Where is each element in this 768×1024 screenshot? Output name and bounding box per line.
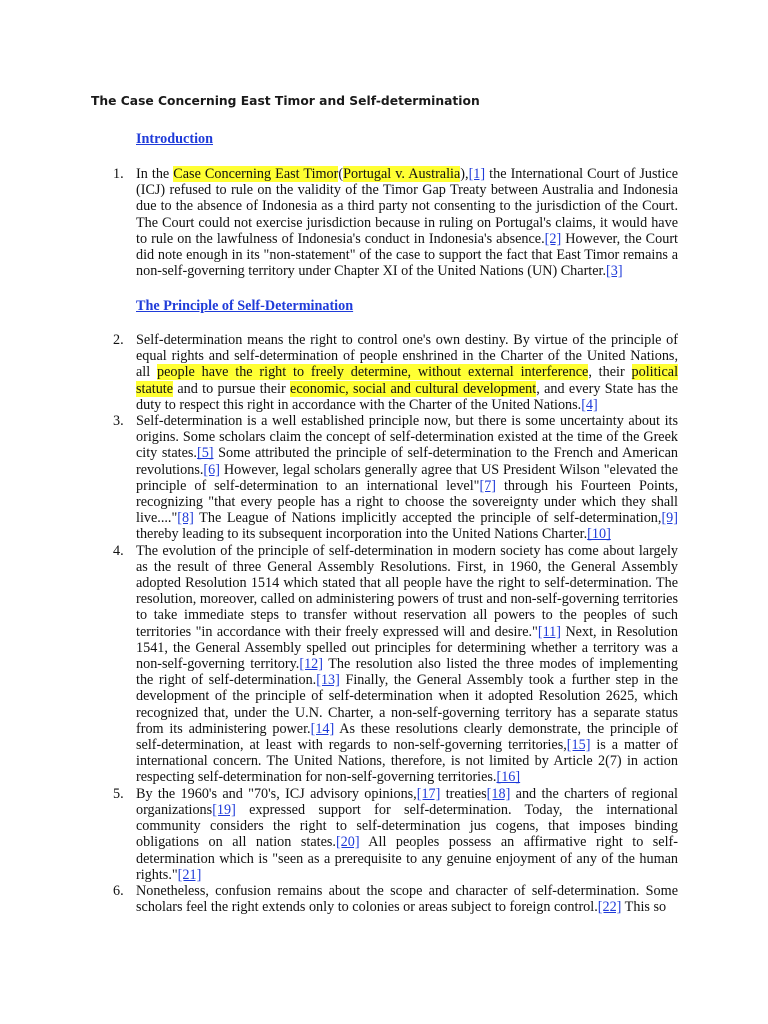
list-item	[0, 332, 678, 413]
paragraph-text: Self-determination is a well established principle now, but there is some uncertainty about its origins. Some scholars claim the concept of self-determination existed at the time of the Greek city states.	[136, 413, 678, 462]
paragraph-text: and to pursue their	[173, 380, 291, 397]
footnote-link[interactable]: [3]	[606, 263, 623, 280]
paragraph-text: The resolution also listed the three modes of implementing the right of self-determination.	[136, 656, 678, 689]
footnote-link[interactable]: [14]	[310, 720, 335, 737]
footnote-link[interactable]: [12]	[299, 656, 323, 673]
footnote-link[interactable]: [6]	[203, 461, 220, 478]
paragraph-text: All peoples possess an affirmative right to self-determination which is "seen as a prerequisite to any genuine enjoyment of any of the human rights."	[136, 834, 678, 883]
numbered-list-principle	[0, 332, 768, 915]
footnote-link[interactable]: [7]	[479, 477, 497, 494]
footnote-link[interactable]: [15]	[566, 737, 591, 754]
paragraph-text: (	[338, 166, 344, 182]
footnote-link[interactable]: [8]	[177, 510, 194, 527]
paragraph-text: However, the Court did note enough in its "non-statement" of the case to support the fact that East Timor remains a non-self-governing territory under Chapter XI of the United Nations (UN) Charter.	[136, 230, 678, 280]
paragraph-text: In the	[136, 166, 174, 182]
paragraph-text: Next, in Resolution 1541, the General Assembly spelled out principles for determining whether a territory was a non-self-governing territory.	[136, 623, 678, 673]
paragraph-text: By the 1960's and "70's, ICJ advisory opinions,	[136, 785, 417, 802]
footnote-link[interactable]: [1]	[468, 166, 486, 182]
paragraph-text: through his Fourteen Points, recognizing "that every people has a right to choose the sovereignty under which they shall live...."	[136, 477, 678, 527]
footnote-link[interactable]: [4]	[581, 396, 598, 413]
footnote-link[interactable]: [18]	[486, 785, 511, 802]
heading-principle-of-self-determination[interactable]: The Principle of Self-Determination	[136, 298, 354, 314]
list-item	[0, 413, 678, 543]
highlighted-text: Portugal v. Australia	[343, 166, 461, 182]
list-item-number: 4.	[113, 542, 124, 559]
highlighted-text: political statute	[136, 364, 679, 397]
footnote-link[interactable]: [19]	[212, 801, 236, 818]
footnote-link[interactable]: [2]	[544, 230, 562, 247]
paragraph-text: Self-determination means the right to control one's own destiny. By virtue of the principle of equal rights and self-determination of people enshrined in the Charter of the United Nations, all	[136, 332, 678, 381]
numbered-list-introduction	[0, 166, 768, 279]
paragraph-text: The League of Nations implicitly accepted the principle of self-determination,	[193, 510, 662, 527]
footnote-link[interactable]: [21]	[177, 866, 202, 883]
list-item	[0, 786, 678, 883]
list-item	[0, 883, 678, 915]
list-item-number: 2.	[113, 332, 124, 348]
footnote-link[interactable]: [5]	[196, 445, 214, 462]
paragraph-text: and the charters of regional organizations	[136, 785, 678, 818]
paragraph-text: As these resolutions clearly demonstrate, the principle of self-determination, at least with regards to non-self-governing territories,	[136, 720, 679, 754]
list-item-number: 5.	[113, 785, 124, 802]
paragraph-text: , their	[588, 364, 632, 381]
footnote-link[interactable]: [9]	[661, 510, 678, 527]
paragraph-text: Some attributed the principle of self-determination to the French and American revolutions.	[136, 445, 678, 478]
list-item	[0, 543, 678, 786]
footnote-link[interactable]: [10]	[587, 526, 611, 543]
paragraph-text: thereby leading to its subsequent incorporation into the United Nations Charter.	[136, 526, 588, 543]
footnote-link[interactable]: [17]	[416, 785, 441, 802]
paragraph-text: Nonetheless, confusion remains about the scope and character of self-determination. Some scholars feel the right extends only to colonies or areas subject to foreign control.	[136, 882, 678, 916]
paragraph-text: the International Court of Justice (ICJ) refused to rule on the validity of the Timor Gap Treaty between Australia and Indonesia due to the absence of Indonesia as a third party not consenting to the jurisdiction of the Court. The Court could not exercise jurisdiction because in ruling on Portugal's claims, it would have to rule on the lawfulness of Indonesia's conduct in Indonesia's absence.	[136, 166, 678, 247]
footnote-link[interactable]: [22]	[597, 899, 622, 916]
highlighted-text: economic, social and cultural development	[290, 380, 537, 397]
list-item-number: 6.	[113, 882, 124, 899]
paragraph-text: This so	[621, 899, 667, 916]
paragraph-text: However, legal scholars generally agree that US President Wilson "elevated the principle of self-determination to an international level"	[136, 461, 678, 494]
paragraph-text: The evolution of the principle of self-determination in modern society has come about largely as the result of three General Assembly Resolutions. First, in 1960, the General Assembly adopted Resolution 1514 which stated that all people have the right to self-determination. The resolution, moreover, called on administering powers of trust and non-self-governing territories to take immediate steps to transfer without reservation all powers to the peoples of such territories "in accordance with their freely expressed will and desire."	[136, 542, 678, 640]
list-item-number: 3.	[113, 413, 124, 430]
list-item-number: 1.	[113, 166, 124, 182]
footnote-link[interactable]: [16]	[496, 769, 521, 786]
footnote-link[interactable]: [11]	[537, 623, 561, 640]
paragraph-text: Finally, the General Assembly took a further step in the development of the principle of self-determination when it adopted Resolution 2625, which recognized that, under the U.N. Charter, a non-self-governing territory has a separate status from its administering power.	[136, 672, 678, 737]
document-title: The Case Concerning East Timor and Self-determination	[91, 94, 480, 108]
paragraph-text: ),	[460, 166, 469, 182]
paragraph-text: , and every State has the duty to respect this right in accordance with the Charter of the United Nations.	[136, 380, 679, 413]
list-item	[0, 166, 678, 279]
highlighted-text: Case Concerning East Timor	[173, 166, 339, 182]
heading-introduction[interactable]: Introduction	[136, 131, 213, 147]
highlighted-text: people have the right to freely determine, without external interference	[157, 364, 589, 381]
paragraph-text: is a matter of international concern. The United Nations, therefore, is not limited by Article 2(7) in action respecting self-determination for non-self-governing territories.	[136, 737, 678, 786]
footnote-link[interactable]: [13]	[316, 672, 340, 689]
footnote-link[interactable]: [20]	[335, 834, 360, 851]
paragraph-text: expressed support for self-determination. Today, the international community considers the right to self-determination jus cogens, that imposes binding obligations on all nation states.	[136, 801, 678, 851]
paragraph-text: treaties	[440, 785, 487, 802]
